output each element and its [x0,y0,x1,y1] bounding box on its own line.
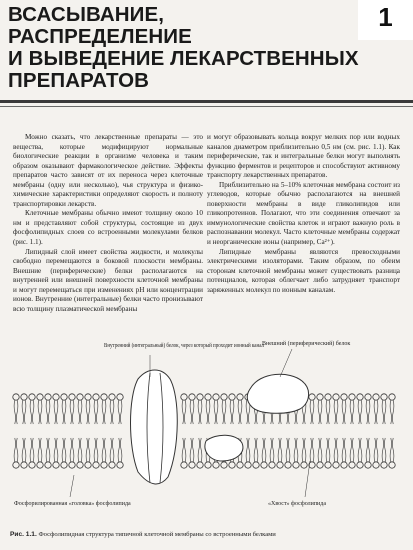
phospholipid-upper [229,394,235,424]
phospholipid-lower [365,438,371,468]
phospholipid-lower [317,438,323,468]
title-line: ПРЕПАРАТОВ [8,69,150,92]
phospholipid-lower [85,438,91,468]
phospholipid-lower [45,438,51,468]
phospholipid-lower [29,438,35,468]
label-phospholipid-head: Фосфорилированная «головка» фосфолипида [14,501,131,507]
title-rule-bottom [0,106,413,107]
phospholipid-lower [341,438,347,468]
paragraph: Клеточные мембраны обычно имеют толщину около 10 нм и представляют собой структуры, состоящие из двух фосфолипидных слоев со встроенными молекулами белков (рис. 1.1). [13,209,203,247]
phospholipid-upper [365,394,371,424]
phospholipid-lower [277,438,283,468]
title-line: РАСПРЕДЕЛЕНИЕ [8,25,192,48]
peripheral-protein [247,374,308,413]
label-integral-protein-1: Внутренний (интегральный) белок, через который проходит ионный канал [104,343,295,349]
label-peripheral-protein: Внешний (периферический) белок [262,341,351,347]
chapter-number: 1 [378,2,393,32]
phospholipid-upper [213,394,219,424]
integral-protein [131,370,178,484]
phospholipid-upper [341,394,347,424]
upper-lipid-layer [13,394,395,424]
phospholipid-upper [101,394,107,424]
phospholipid-upper [189,394,195,424]
phospholipid-lower [325,438,331,468]
phospholipid-upper [117,394,123,424]
phospholipid-upper [69,394,75,424]
chapter-box [358,0,413,40]
phospholipid-upper [45,394,51,424]
phospholipid-upper [109,394,115,424]
paragraph: Липидные мембраны являются превосходными электрическими изоляторами. Таким образом, по обеим сторонам клеточной мембраны может существовать разница потенциалов, которая облегчает либо затрудняет транспорт заряженных молекул по ионным каналам. [207,247,400,294]
phospholipid-lower [69,438,75,468]
phospholipid-lower [13,438,19,468]
phospholipid-upper [205,394,211,424]
phospholipid-upper [13,394,19,424]
caption-number: Рис. 1.1. [10,531,37,538]
phospholipid-lower [77,438,83,468]
phospholipid-upper [61,394,67,424]
title-line: ВСАСЫВАНИЕ, [8,3,165,26]
caption-text: Фосфолипидная структура типичной клеточной мембраны со встроенными белками [38,531,276,538]
title-rule-top [0,100,413,103]
paragraph: Можно сказать, что лекарственные препараты — это вещества, которые модифицируют нормальные биологические реакции в организме человека и таким образом оказывают фармакологическое действие. Эффекты препаратов часто зависят от их переноса через клеточные мембраны (одну или несколько), чья структура и физико-химические характеристики определяют скорость и полноту транспортировки лекарств. [13,133,203,208]
phospholipid-lower [181,438,187,468]
phospholipid-upper [381,394,387,424]
phospholipid-lower [285,438,291,468]
phospholipid-upper [77,394,83,424]
phospholipid-lower [37,438,43,468]
phospholipid-upper [373,394,379,424]
phospholipid-lower [189,438,195,468]
phospholipid-upper [389,394,395,424]
phospholipid-upper [85,394,91,424]
phospholipid-lower [357,438,363,468]
phospholipid-lower [21,438,27,468]
left-column [13,133,203,314]
phospholipid-lower [373,438,379,468]
phospholipid-upper [93,394,99,424]
phospholipid-upper [333,394,339,424]
phospholipid-lower [109,438,115,468]
right-column [207,133,400,295]
title-line: И ВЫВЕДЕНИЕ ЛЕКАРСТВЕННЫХ [8,47,359,70]
phospholipid-upper [29,394,35,424]
paragraph: и могут образовывать кольца вокруг мелких пор или водных каналов диаметром приблизительно 0,5 нм (см. рис. 1.1). Как периферические, так и интегральные белки могут выполнять функцию ферментов и рецепторов и способствуют активному транспорту лекарственных препаратов. [207,133,400,180]
phospholipid-upper [21,394,27,424]
phospholipid-upper [349,394,355,424]
figure-caption [10,531,410,538]
phospholipid-upper [317,394,323,424]
phospholipid-lower [293,438,299,468]
membrane-diagram [10,337,405,512]
phospholipid-lower [301,438,307,468]
phospholipid-lower [349,438,355,468]
phospholipid-upper [181,394,187,424]
phospholipid-lower [117,438,123,468]
chapter-title [8,3,359,92]
phospholipid-upper [357,394,363,424]
phospholipid-upper [53,394,59,424]
peripheral-protein-inner [205,435,243,461]
phospholipid-upper [197,394,203,424]
paragraph: Липидный слой имеет свойства жидкости, и молекулы свободно перемещаются в боковой плоскости мембраны. Внешние (периферические) белки располагаются на внутренней или внешней поверхности клеточной мембраны и могут перемещаться при изменениях pH или концентрации ионов. Внутренние (интегральные) белки часто пронизывают всю толщину плазматической мембраны [13,247,203,313]
label-phospholipid-tail: «Хвост» фосфолипида [268,501,326,507]
phospholipid-lower [101,438,107,468]
phospholipid-lower [245,438,251,468]
phospholipid-lower [333,438,339,468]
phospholipid-upper [221,394,227,424]
phospholipid-lower [261,438,267,468]
phospholipid-upper [309,394,315,424]
phospholipid-lower [61,438,67,468]
phospholipid-lower [253,438,259,468]
phospholipid-lower [381,438,387,468]
phospholipid-upper [237,394,243,424]
phospholipid-lower [389,438,395,468]
phospholipid-lower [269,438,275,468]
phospholipid-lower [53,438,59,468]
phospholipid-lower [197,438,203,468]
phospholipid-upper [325,394,331,424]
lower-lipid-layer [13,438,395,468]
paragraph: Приблизительно на 5–10% клеточная мембрана состоит из углеводов, которые обычно располагаются на внешней поверхности мембраны в виде гликолипидов или гликопротеинов. Полагают, что эти соединения отвечают за иммунологические свойства клеток и играют важную роль в распознавании молекул. Часто клеточные мембраны содержат и неорганические ионы (например, Ca²⁺). [207,180,400,247]
phospholipid-lower [93,438,99,468]
phospholipid-upper [37,394,43,424]
